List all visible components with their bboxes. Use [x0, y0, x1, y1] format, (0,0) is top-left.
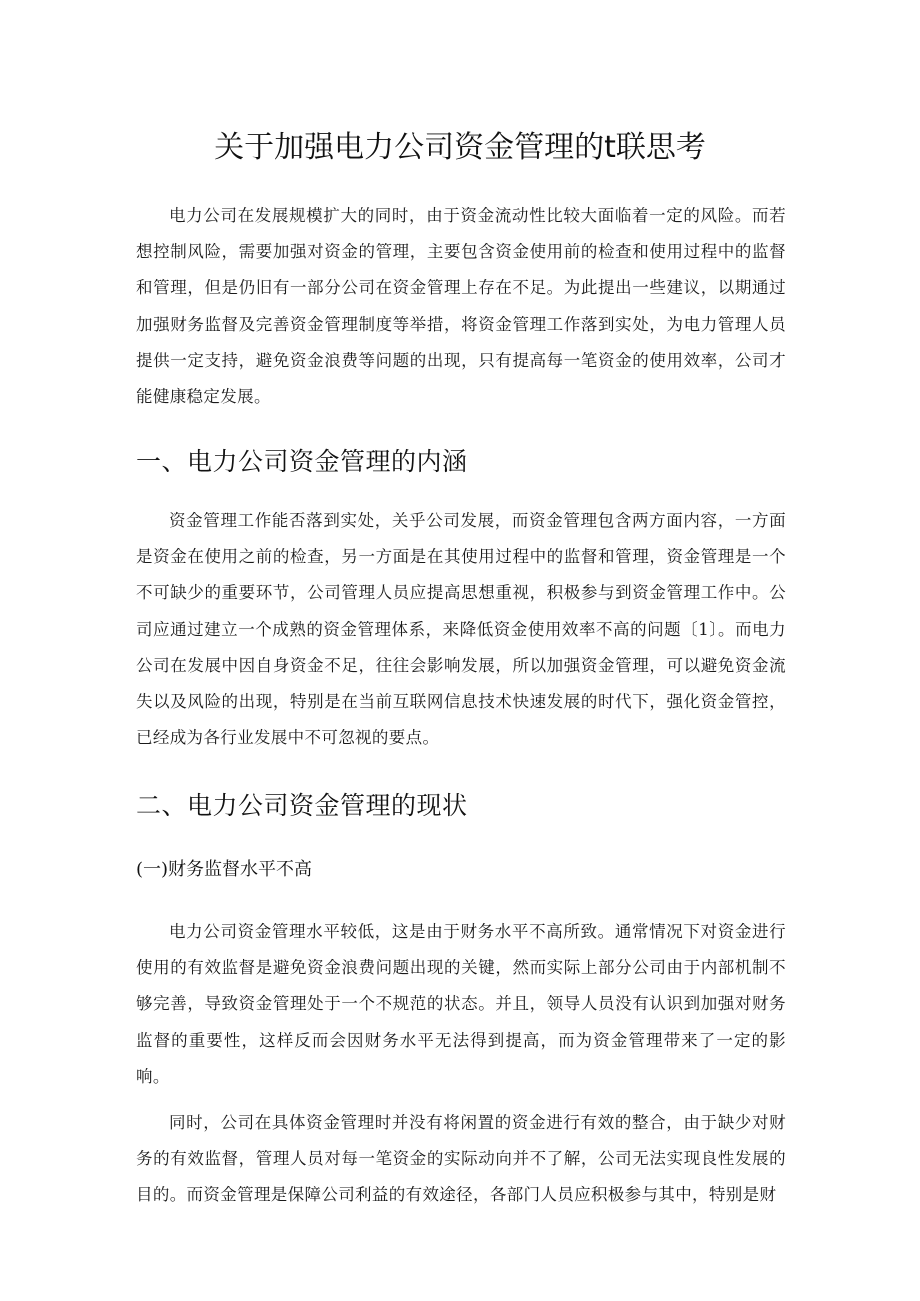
document-title: 关于加强电力公司资金管理的t联思考 — [214, 130, 706, 165]
subsection-1-paragraph-1: 电力公司资金管理水平较低，这是由于财务水平不高所致。通常情况下对资金进行使用的有效监督是避免资金浪费问题出现的关键，然而实际上部分公司由于内部机制不够完善，导致资金管理处于一个不规范的状态。并且，领导人员没有认识到加强对财务监督的重要性，这样反而会因财务水平无法得到提高，而为资金管理带来了一定的影响。 — [136, 922, 786, 1086]
intro-paragraph: 电力公司在发展规模扩大的同时，由于资金流动性比较大面临着一定的风险。而若想控制风险，需要加强对资金的管理，主要包含资金使用前的检查和使用过程中的监督和管理，但是仍旧有一部分公司在资金管理上存在不足。为此提出一些建议，以期通过加强财务监督及完善资金管理制度等举措，将资金管理工作落到实处，为电力管理人员提供一定支持，避免资金浪费等问题的出现，只有提高每一笔资金的使用效率，公司才能健康稳定发展。 — [136, 206, 786, 407]
subsection-1-paragraph-2: 同时，公司在具体资金管理时并没有将闲置的资金进行有效的整合，由于缺少对财务的有效监督，管理人员对每一笔资金的实际动向并不了解，公司无法实现良性发展的目的。而资金管理是保障公司利益的有效途径，各部门人员应积极参与其中，特别是财 — [136, 1113, 786, 1205]
section-1-paragraph: 资金管理工作能否落到实处，关乎公司发展，而资金管理包含两方面内容，一方面是资金在使用之前的检查，另一方面是在其使用过程中的监督和管理，资金管理是一个不可缺少的重要环节，公司管理人员应提高思想重视，积极参与到资金管理工作中。公司应通过建立一个成熟的资金管理体系，来降低资金使用效率不高的问题〔1〕。而电力公司在发展中因自身资金不足，往往会影响发展，所以加强资金管理，可以避免资金流失以及风险的出现，特别是在当前互联网信息技术快速发展的时代下，强化资金管控，已经成为各行业发展中不可忽视的要点。 — [136, 511, 786, 748]
section-1-heading: 一、电力公司资金管理的内涵 — [136, 447, 468, 476]
subsection-1-heading: (一)财务监督水平不高 — [136, 859, 313, 880]
section-2-heading: 二、电力公司资金管理的现状 — [136, 791, 468, 820]
